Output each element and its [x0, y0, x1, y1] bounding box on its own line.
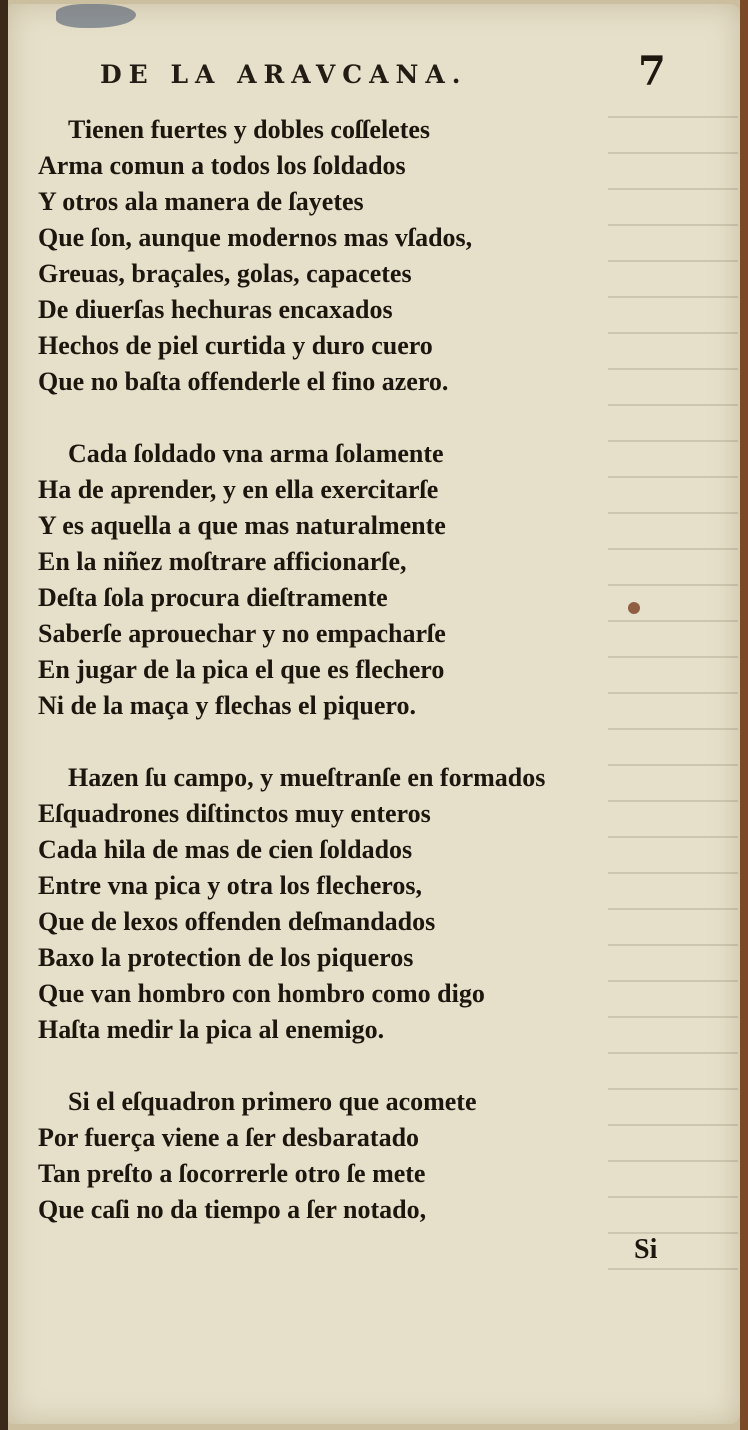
verse-line: Que caſi no da tiempo a ſer notado, — [38, 1195, 427, 1224]
verse-line: Entre vna pica y otra los flecheros, — [38, 871, 422, 900]
verse-line: En jugar de la pica el que es flechero — [38, 655, 445, 684]
verse-line: Por fuerça viene a ſer desbaratado — [38, 1123, 420, 1152]
verse-line: Que no baſta offenderle el fino azero. — [38, 367, 449, 396]
verse-line: Hechos de piel curtida y duro cuero — [38, 331, 433, 360]
verse-line: Tienen fuertes y dobles coſſeletes — [68, 115, 431, 144]
stanza — [8, 760, 628, 1048]
verse-line: Que van hombro con hombro como digo — [38, 979, 485, 1008]
verse-line: Haſta medir la pica al enemigo. — [38, 1015, 385, 1044]
verse-line: En la niñez moſtrare afficionarſe, — [38, 547, 407, 576]
verse-line: Tan preſto a ſocorrerle otro ſe mete — [38, 1159, 426, 1188]
poem-text — [8, 112, 628, 1264]
catchword: Si — [634, 1234, 658, 1265]
stanza — [8, 436, 628, 724]
running-title: DE LA ARAVCANA. — [100, 60, 468, 89]
verse-line: Y otros ala manera de ſayetes — [38, 187, 364, 216]
verse-line: Deſta ſola procura dieſtramente — [38, 583, 388, 612]
verse-line: Ni de la maça y flechas el piquero. — [38, 691, 416, 720]
verse-line: Y es aquella a que mas naturalmente — [38, 511, 446, 540]
verse-line: De diuerſas hechuras encaxados — [38, 295, 393, 324]
verse-line: Cada ſoldado vna arma ſolamente — [68, 439, 444, 468]
book-spine-edge — [0, 0, 8, 1430]
verse-line: Eſquadrones diſtinctos muy enteros — [38, 799, 431, 828]
page-folio-number: 7 — [638, 48, 666, 95]
verse-line: Arma comun a todos los ſoldados — [38, 151, 406, 180]
verse-line: Cada hila de mas de cien ſoldados — [38, 835, 413, 864]
verse-line: Si el eſquadron primero que acomete — [68, 1087, 477, 1116]
verse-line: Greuas, braçales, golas, capacetes — [38, 259, 412, 288]
page-stain — [628, 602, 640, 614]
ink-blot-mark — [56, 4, 136, 28]
verse-line: Saberſe aprouechar y no empacharſe — [38, 619, 446, 648]
verse-line: Que ſon, aunque modernos mas vſados, — [38, 223, 473, 252]
book-fore-edge — [740, 0, 748, 1430]
verse-line: Hazen ſu campo, y mueſtranſe en formados — [68, 763, 546, 792]
stanza — [8, 112, 628, 400]
book-page — [8, 4, 740, 1424]
verse-line: Que de lexos offenden deſmandados — [38, 907, 436, 936]
verse-line: Ha de aprender, y en ella exercitarſe — [38, 475, 439, 504]
verse-line: Baxo la protection de los piqueros — [38, 943, 414, 972]
stanza — [8, 1084, 628, 1228]
